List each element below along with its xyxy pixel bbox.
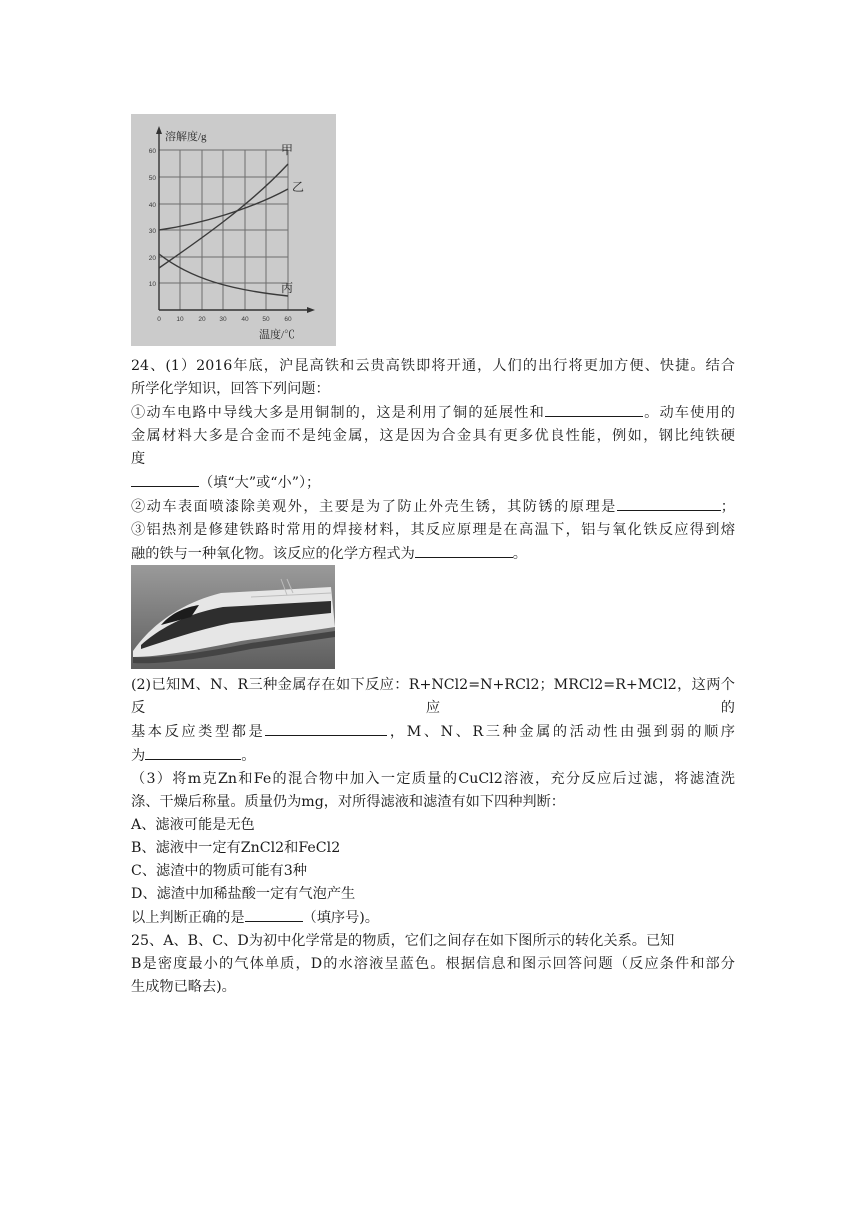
q24-item-3-line-1: ③铝热剂是修建铁路时常用的焊接材料，其反应原理是在高温下，铝与氧化铁反应得到熔 — [131, 522, 735, 538]
q24-item-1-line-2: 金属材料大多是合金而不是纯金属，这是因为合金具有更多优良性能，例如，钢比纯铁硬 — [131, 428, 735, 444]
x-tick: 40 — [241, 316, 249, 323]
q24-item-1-line-3: 度 — [131, 451, 146, 467]
q24-item-1-line-4 — [131, 471, 735, 495]
answer-blank-rust-prevention[interactable] — [617, 495, 721, 511]
answer-blank-equation[interactable] — [415, 542, 513, 558]
q24-item-2-line — [131, 495, 735, 519]
q24-p3-line-1: （3）将m克Zn和Fe的混合物中加入一定质量的CuCl2溶液，充分反应后过滤，将滤渣洗 — [131, 771, 735, 787]
x-tick: 30 — [219, 316, 227, 323]
q25-line-1: 25、A、B、C、D为初中化学常是的物质，它们之间存在如下图所示的转化关系。已知 — [131, 933, 675, 949]
y-tick: 30 — [148, 228, 156, 235]
question-24-part-1 — [131, 355, 735, 566]
x-axis-label: 温度/℃ — [259, 329, 296, 341]
x-tick: 60 — [284, 316, 292, 323]
q24-p2-l3-post: 。 — [241, 748, 256, 764]
q24-p2-text: 基本反应类型都是 — [131, 724, 266, 740]
curve-label-bing: 丙 — [281, 281, 294, 295]
q24-conclusion-post: （填序号)。 — [302, 910, 379, 926]
train-photo-image — [131, 565, 335, 669]
x-tick: 0 — [157, 316, 161, 323]
q24-item-3-post: 。 — [512, 546, 527, 562]
q24-item-1-hint: （填“大”或“小”）； — [199, 475, 321, 491]
x-tick: 20 — [198, 316, 206, 323]
q24-intro-line-1: 24、(1）2016年底，沪昆高铁和云贵高铁即将开通，人们的出行将更加方便、快捷。结合 — [131, 358, 735, 374]
q24-item-1-text-post: 。动车使用的 — [642, 405, 735, 421]
y-tick: 40 — [148, 202, 156, 209]
y-tick: 20 — [148, 255, 156, 262]
q24-p2-line-2 — [131, 720, 735, 744]
curve-label-yi: 乙 — [292, 180, 305, 194]
q24-option-d: D、滤渣中加稀盐酸一定有气泡产生 — [131, 886, 356, 902]
y-axis-label: 溶解度/g — [165, 131, 207, 143]
q24-item-2-post: ； — [720, 499, 735, 515]
q24-item-3-text: 融的铁与一种氧化物。该反应的化学方程式为 — [131, 546, 415, 562]
answer-blank-correct-options[interactable] — [245, 906, 303, 922]
q24-item-1-text: ①动车电路中导线大多是用铜制的，这是利用了铜的延展性和 — [131, 405, 545, 421]
q24-p2-line-1: (2)已知M、N、R三种金属存在如下反应：R+NCl2=N+RCl2；MRCl2=R+MCl2，这两个反应的 — [131, 677, 735, 716]
x-tick: 50 — [262, 316, 270, 323]
answer-blank-reaction-type[interactable] — [265, 720, 387, 736]
q24-item-2-text: ②动车表面喷漆除美观外，主要是为了防止外壳生锈，其防锈的原理是 — [131, 499, 617, 515]
x-tick: 10 — [176, 316, 184, 323]
q24-p3-line-2: 涤、干燥后称量。质量仍为mg，对所得滤液和滤渣有如下四种判断： — [131, 794, 565, 810]
q24-p2-l3-text: 为 — [131, 748, 146, 764]
q24-p2-line-3 — [131, 744, 735, 768]
q24-item-3-line-2 — [131, 542, 735, 566]
q24-option-b: B、滤液中一定有ZnCl2和FeCl2 — [131, 840, 341, 856]
q24-item-1-line-1 — [131, 401, 735, 425]
q25-line-3: 生成物已略去)。 — [131, 979, 236, 995]
question-24-part-2-3 — [131, 674, 735, 999]
y-tick: 10 — [148, 281, 156, 288]
q24-conclusion-line — [131, 906, 735, 930]
answer-blank-copy-property[interactable] — [545, 401, 643, 417]
y-tick: 50 — [148, 175, 156, 182]
q24-option-a: A、滤液可能是无色 — [131, 817, 255, 833]
q24-p2-text-post: ，M、N、R三种金属的活动性由强到弱的顺序 — [387, 724, 735, 740]
q24-option-c: C、滤渣中的物质可能有3种 — [131, 863, 307, 879]
answer-blank-activity-order[interactable] — [145, 744, 241, 760]
y-tick: 60 — [148, 148, 156, 155]
q24-conclusion-text: 以上判断正确的是 — [131, 910, 245, 926]
curve-label-jia: 甲 — [281, 143, 294, 157]
q25-line-2: B是密度最小的气体单质，D的水溶液呈蓝色。根据信息和图示回答问题（反应条件和部分 — [131, 956, 735, 972]
answer-blank-hardness[interactable] — [131, 471, 199, 487]
solubility-chart-image — [131, 114, 336, 346]
q24-intro-line-2: 所学化学知识，回答下列问题： — [131, 381, 330, 397]
